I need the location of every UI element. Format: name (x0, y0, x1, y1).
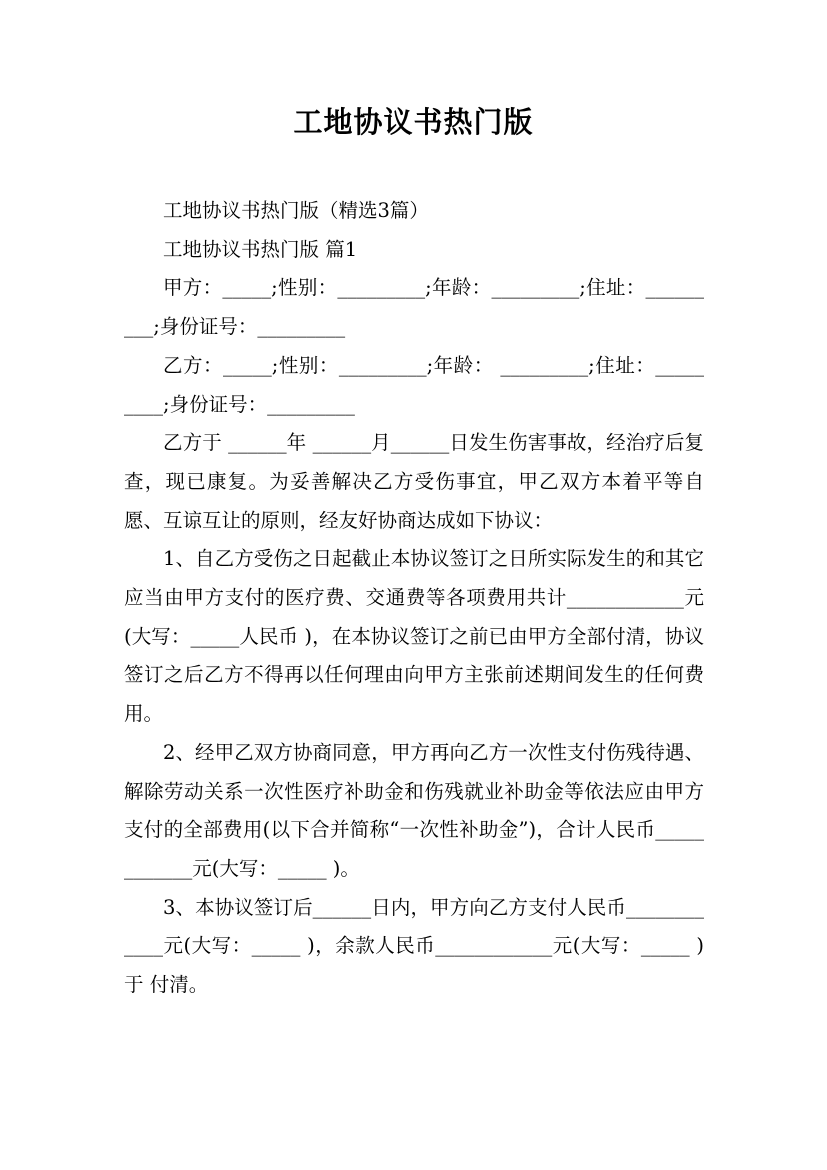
document-body (124, 192, 704, 1005)
paragraph-section-heading: 工地协议书热门版 篇1 (163, 237, 358, 261)
document-title: 工地协议书热门版 (293, 105, 534, 139)
paragraph-intro: 工地协议书热门版（精选3篇） (163, 199, 429, 222)
paragraph-clause-3: 3、本协议签订后______日内，甲方向乙方支付人民币____________元(大写：_____ )，余款人民币____________元(大写：_____ )于 付清。 (124, 895, 704, 997)
paragraph-party-b: 乙方：_____;性别：_________;年龄： _________;住址：_________;身份证号：_________ (124, 353, 704, 416)
paragraph-clause-2: 2、经甲乙双方协商同意，甲方再向乙方一次性支付伤残待遇、解除劳动关系一次性医疗补助金和伤残就业补助金等依法应由甲方支付的全部费用(以下合并简称“一次性补助金”)，合计人民币____________元(大写：_____ )。 (124, 740, 704, 880)
paragraph-party-a: 甲方：_____;性别：_________;年龄：_________;住址：_________;身份证号：_________ (124, 276, 704, 339)
paragraph-clause-1: 1、自乙方受伤之日起截止本协议签订之日所实际发生的和其它应当由甲方支付的医疗费、交通费等各项费用共计____________元(大写：_____人民币 )，在本协议签订之前已由甲方全部付清，协议签订之后乙方不得再以任何理由向甲方主张前述期间发生的任何费用。 (124, 547, 704, 726)
paragraph-accident: 乙方于 ______年 ______月______日发生伤害事故，经治疗后复查，现已康复。为妥善解决乙方受伤事宜，甲乙双方本着平等自愿、互谅互让的原则，经友好协商达成如下协议： (124, 431, 704, 532)
